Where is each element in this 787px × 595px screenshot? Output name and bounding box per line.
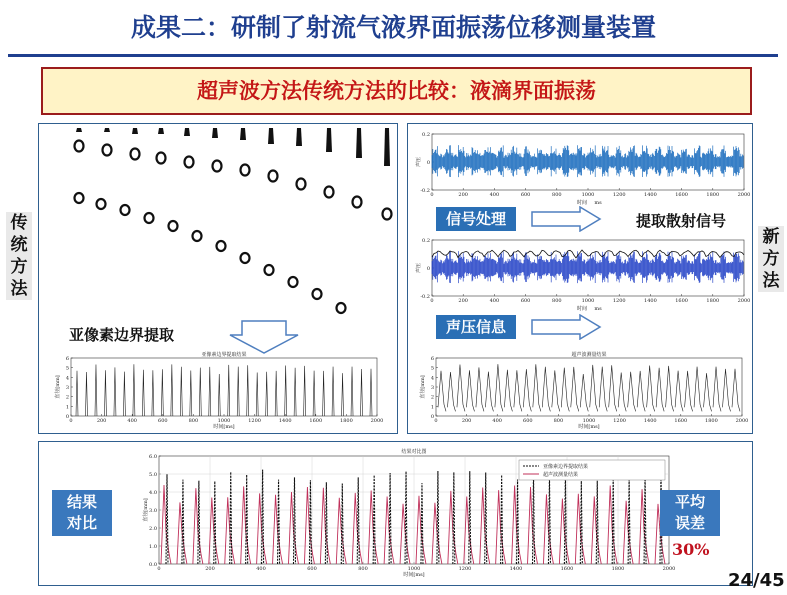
- acoustic-pressure-label: 声压信息: [436, 315, 516, 339]
- x-tick-label: 1800: [340, 418, 353, 424]
- x-tick-label: 2000: [662, 566, 676, 572]
- y-tick-label: -0.2: [420, 294, 430, 300]
- x-tick-label: 800: [188, 418, 199, 424]
- avg-error-label: [660, 490, 720, 536]
- pendant-drop: [296, 128, 302, 146]
- pendant-drop: [158, 128, 164, 134]
- comparison-label: [52, 490, 112, 536]
- avg-error-text: 平均 误差: [674, 493, 705, 532]
- y-tick-label: 1: [65, 404, 69, 411]
- x-tick-label: 200: [96, 418, 107, 424]
- y-axis-label: 直径[mm]: [143, 498, 149, 522]
- pendant-drop: [104, 128, 110, 132]
- new-method-label: [758, 226, 784, 292]
- x-tick-label: 1000: [582, 418, 596, 424]
- droplet: [217, 241, 226, 251]
- x-tick-label: 800: [552, 298, 562, 304]
- droplet: [297, 179, 306, 190]
- x-tick-label: 2000: [370, 418, 384, 424]
- extract-scatter-label: 提取散射信号: [636, 212, 727, 230]
- x-axis-label: 时间: [576, 306, 588, 312]
- y-tick-label: 4: [430, 375, 434, 382]
- x-tick-label: 800: [358, 566, 368, 572]
- x-tick-label: 1000: [581, 298, 595, 304]
- droplet: [97, 199, 106, 209]
- x-tick-label: 1000: [581, 192, 595, 198]
- x-tick-label: 2000: [735, 418, 749, 424]
- x-tick-label: 1800: [706, 192, 720, 198]
- y-tick-label: 0: [430, 414, 434, 420]
- y-tick-label: 3.0: [149, 508, 157, 514]
- chart-title: 结果对比图: [401, 449, 427, 455]
- y-tick-label: 2: [430, 394, 434, 401]
- pendant-drop: [240, 128, 246, 140]
- right-arrow-icon-2: [530, 314, 602, 340]
- x-tick-label: 600: [158, 418, 168, 424]
- x-tick-label: 1400: [644, 298, 657, 304]
- x-tick-label: 1600: [674, 418, 688, 424]
- x-axis-label: 时间[ms]: [403, 572, 425, 578]
- x-tick-label: 800: [553, 418, 564, 424]
- traditional-method-label: [6, 212, 32, 300]
- x-axis-unit: ms: [594, 306, 602, 312]
- ultrasonic-result-chart: [414, 350, 750, 430]
- x-tick-label: 200: [461, 418, 472, 424]
- x-tick-label: 1200: [612, 298, 626, 304]
- raw-signal-chart: [410, 128, 750, 210]
- droplet: [289, 277, 298, 287]
- x-tick-label: 1600: [675, 298, 688, 304]
- pendant-drop: [356, 128, 362, 158]
- y-tick-label: 4: [65, 375, 69, 382]
- droplet: [185, 157, 194, 168]
- droplet: [157, 153, 166, 164]
- comparison-panel: [38, 441, 753, 586]
- pendant-drop: [184, 128, 190, 136]
- x-tick-label: 200: [458, 298, 468, 304]
- x-tick-label: 1400: [644, 192, 657, 198]
- droplet: [75, 141, 84, 152]
- y-axis-label: 直径[mm]: [55, 375, 61, 399]
- y-tick-label: 3: [65, 385, 69, 391]
- droplet-sequence-image: [39, 124, 396, 324]
- x-tick-label: 1800: [705, 418, 718, 424]
- x-tick-label: 1600: [675, 192, 688, 198]
- x-tick-label: 1800: [706, 298, 720, 304]
- comparison-chart: [119, 444, 679, 584]
- pendant-drop: [384, 128, 390, 166]
- new-method-panel: [407, 123, 753, 434]
- x-axis-label: 时间[ms]: [213, 424, 235, 430]
- x-tick-label: 0: [430, 192, 434, 198]
- pendant-drop: [212, 128, 218, 138]
- x-tick-label: 1800: [611, 566, 625, 572]
- legend-label: 超声波测量结果: [543, 472, 579, 478]
- x-tick-label: 400: [127, 418, 137, 424]
- x-tick-label: 1400: [278, 418, 292, 424]
- y-axis-label: 声压: [416, 262, 422, 274]
- signal-processing-label: 信号处理: [436, 207, 516, 231]
- x-tick-label: 1200: [248, 418, 261, 424]
- droplet: [169, 221, 178, 231]
- x-tick-label: 2000: [737, 298, 750, 304]
- plot-frame: [71, 358, 377, 416]
- right-arrow-icon: [530, 206, 602, 232]
- x-tick-label: 400: [256, 566, 266, 572]
- comparison-text: 结果 对比: [66, 493, 97, 532]
- x-tick-label: 600: [520, 192, 531, 198]
- y-tick-label: 2.0: [149, 526, 157, 532]
- droplet: [121, 205, 130, 215]
- y-tick-label: 2: [65, 394, 69, 401]
- y-tick-label: 3: [430, 385, 434, 391]
- x-tick-label: 400: [489, 298, 500, 304]
- droplet: [75, 193, 84, 203]
- processed-signal-chart: [410, 234, 750, 316]
- title-underline: [8, 54, 778, 57]
- x-tick-label: 1400: [509, 566, 523, 572]
- x-tick-label: 200: [205, 566, 215, 572]
- x-tick-label: 600: [307, 566, 317, 572]
- y-tick-label: 0: [426, 160, 430, 166]
- x-tick-label: 1000: [407, 566, 421, 572]
- y-tick-label: 6: [65, 356, 69, 362]
- x-tick-label: 400: [492, 418, 502, 424]
- x-tick-label: 600: [520, 298, 531, 304]
- new-method-text: 新 方 法: [762, 227, 780, 291]
- droplet: [131, 149, 140, 160]
- y-tick-label: 4.0: [149, 490, 157, 496]
- y-tick-label: 0: [426, 266, 430, 272]
- page-number: 24/45: [728, 570, 785, 591]
- droplet: [337, 303, 346, 313]
- droplet: [325, 187, 334, 198]
- y-tick-label: -0.2: [420, 188, 430, 194]
- pendant-drop: [326, 128, 332, 152]
- droplet: [265, 265, 274, 275]
- y-tick-label: 0: [65, 414, 69, 420]
- droplet: [383, 209, 392, 220]
- y-tick-label: 0.2: [422, 132, 430, 138]
- subpixel-step-label: 亚像素边界提取: [69, 326, 175, 344]
- pendant-drop: [76, 128, 82, 132]
- x-tick-label: 1600: [309, 418, 323, 424]
- y-axis-label: 直径[mm]: [420, 375, 426, 399]
- chart-title: 亚像素边界提取结果: [201, 352, 247, 358]
- y-tick-label: 5: [430, 365, 434, 372]
- x-tick-label: 1600: [560, 566, 574, 572]
- x-tick-label: 600: [523, 418, 533, 424]
- pendant-drop: [268, 128, 274, 144]
- chart-title: 超声波测量结果: [571, 352, 607, 358]
- droplet: [213, 161, 222, 172]
- x-tick-label: 1200: [458, 566, 472, 572]
- droplet: [313, 289, 322, 299]
- slide-title: 成果二：研制了射流气液界面振荡位移测量装置: [130, 13, 656, 42]
- droplet: [145, 213, 154, 223]
- x-tick-label: 400: [489, 192, 500, 198]
- legend-label: 亚像素边界提取结果: [543, 464, 589, 470]
- traditional-method-panel: [38, 123, 398, 434]
- x-axis-label: 时间[ms]: [578, 424, 600, 430]
- x-tick-label: 200: [458, 192, 468, 198]
- x-tick-label: 1000: [217, 418, 231, 424]
- x-tick-label: 1200: [613, 418, 626, 424]
- droplet: [353, 197, 362, 208]
- y-tick-label: 0.2: [422, 238, 430, 244]
- x-tick-label: 0: [69, 418, 73, 424]
- y-tick-label: 5: [65, 365, 69, 372]
- x-tick-label: 1200: [612, 192, 626, 198]
- x-tick-label: 1400: [643, 418, 657, 424]
- subpixel-result-chart: [49, 350, 389, 430]
- droplet: [103, 145, 112, 156]
- x-tick-label: 0: [157, 566, 161, 572]
- x-tick-label: 0: [434, 418, 438, 424]
- y-tick-label: 1.0: [149, 544, 157, 550]
- droplet: [241, 253, 250, 263]
- subtitle-banner: 超声波方法传统方法的比较：液滴界面振荡: [41, 67, 752, 115]
- plot-frame: [436, 358, 742, 416]
- y-tick-label: 5.0: [149, 472, 157, 478]
- legend-box: [519, 460, 665, 480]
- y-tick-label: 6: [430, 356, 434, 362]
- x-axis-unit: ms: [594, 200, 602, 206]
- y-tick-label: 1: [430, 404, 434, 411]
- x-tick-label: 800: [552, 192, 562, 198]
- y-tick-label: 6.0: [149, 454, 157, 460]
- droplet: [193, 231, 202, 241]
- y-tick-label: 0.0: [149, 562, 157, 568]
- traditional-method-text: 传 统 方 法: [10, 213, 28, 299]
- y-axis-label: 声压: [416, 156, 422, 168]
- x-axis-label: 时间: [576, 200, 588, 206]
- droplet: [269, 171, 278, 182]
- x-tick-label: 2000: [737, 192, 750, 198]
- pendant-drop: [132, 128, 138, 134]
- droplet: [241, 165, 250, 176]
- avg-error-value: 30%: [672, 540, 710, 559]
- x-tick-label: 0: [430, 298, 434, 304]
